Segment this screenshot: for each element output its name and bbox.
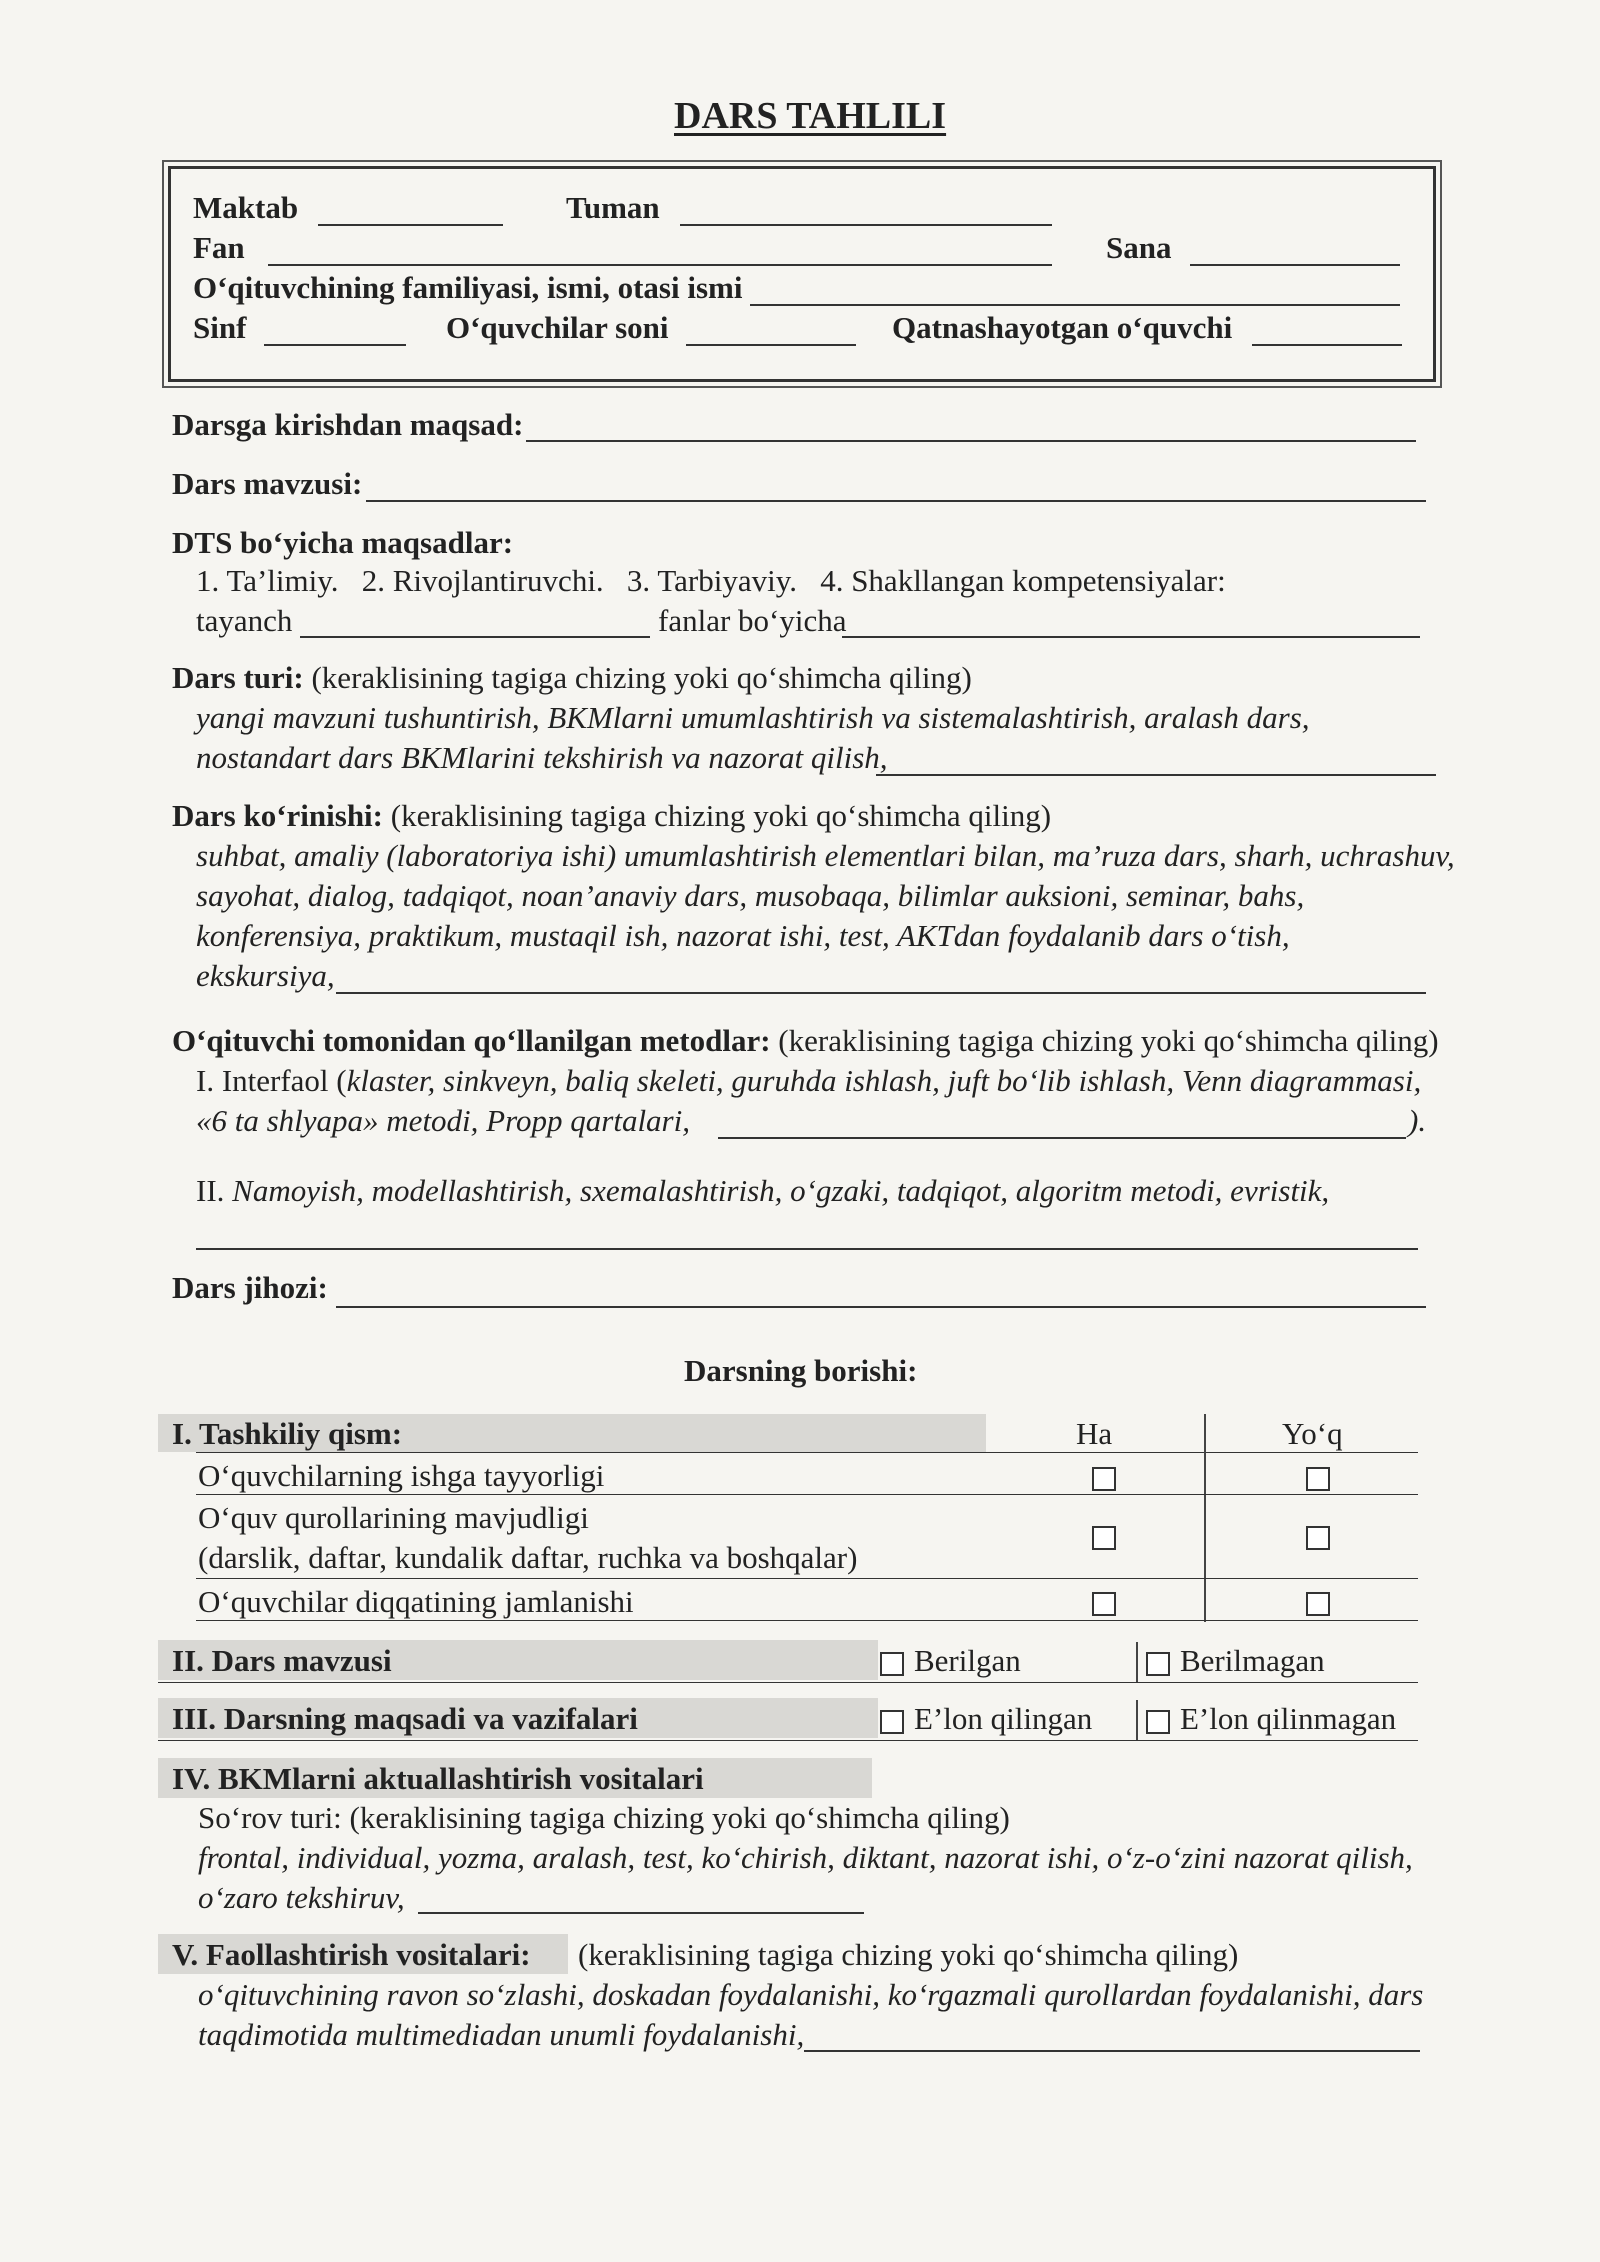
col-no-label: Yo‘q xyxy=(1282,1416,1343,1451)
section4-line1: frontal, individual, yozma, aralash, test, ko‘chirish, diktant, nazorat ishi, o‘z-o‘zini nazorat qilish, xyxy=(198,1840,1413,1875)
section4-sub: So‘rov turi: (keraklisining tagiga chizing yoki qo‘shimcha qiling) xyxy=(198,1800,1010,1835)
page-title: DARS TAHLILI xyxy=(674,95,947,137)
col-yes-label: Ha xyxy=(1076,1416,1113,1451)
section2-opt1-checkbox[interactable] xyxy=(880,1652,904,1676)
equipment-label: Dars jihozi: xyxy=(172,1270,328,1305)
dars-turi-heading xyxy=(172,660,972,696)
fan-field[interactable] xyxy=(268,264,1052,266)
dars-turi-line2: nostandart dars BKMlarini tekshirish va nazorat qilish, xyxy=(196,740,888,775)
row1-no-checkbox[interactable] xyxy=(1306,1467,1330,1491)
sinf-field[interactable] xyxy=(264,344,406,346)
methods-ii-line1 xyxy=(196,1173,1329,1209)
section2-opt2: Berilmagan xyxy=(1180,1643,1325,1678)
section1-row3: O‘quvchilar diqqatining jamlanishi xyxy=(198,1584,634,1619)
tuman-field[interactable] xyxy=(680,224,1052,226)
methods-i-field[interactable] xyxy=(718,1137,1406,1139)
tuman-label: Tuman xyxy=(566,190,660,225)
equipment-field[interactable] xyxy=(336,1306,1426,1308)
teacher-name-label: O‘qituvchining familiyasi, ismi, otasi ismi xyxy=(193,270,743,305)
dars-korinishi-hint: (keraklisining tagiga chizing yoki qo‘shimcha qiling) xyxy=(390,798,1052,833)
dts-items: 1. Ta’limiy. 2. Rivojlantiruvchi. 3. Tarbiyaviy. 4. Shakllangan kompetensiyalar: xyxy=(196,563,1226,598)
row2-yes-checkbox[interactable] xyxy=(1092,1526,1116,1550)
methods-i-prefix: I. Interfaol ( xyxy=(196,1063,347,1098)
section1-row1-line xyxy=(196,1494,1418,1495)
section3-title: III. Darsning maqsadi va vazifalari xyxy=(172,1701,638,1736)
dars-turi-hint: (keraklisining tagiga chizing yoki qo‘shimcha qiling) xyxy=(311,660,972,695)
section2-opt1: Berilgan xyxy=(914,1643,1021,1678)
students-count-field[interactable] xyxy=(686,344,856,346)
section1-row3-line xyxy=(196,1620,1418,1621)
methods-ii-text: Namoyish, modellashtirish, sxemalashtirish, o‘gzaki, tadqiqot, algoritm metodi, evristik, xyxy=(232,1173,1330,1208)
section3-opt2-checkbox[interactable] xyxy=(1146,1710,1170,1734)
section5-hint: (keraklisining tagiga chizing yoki qo‘shimcha qiling) xyxy=(578,1937,1239,1972)
sana-field[interactable] xyxy=(1190,264,1400,266)
dars-korinishi-line3: konferensiya, praktikum, mustaqil ish, nazorat ishi, test, AKTdan foydalanib dars o‘tish, xyxy=(196,918,1290,953)
teacher-name-field[interactable] xyxy=(750,304,1400,306)
section4-field[interactable] xyxy=(418,1912,864,1914)
sana-label: Sana xyxy=(1106,230,1172,265)
purpose-field[interactable] xyxy=(526,440,1416,442)
dts-fanlar: fanlar bo‘yicha xyxy=(658,603,847,638)
methods-i-close: ). xyxy=(1408,1103,1427,1138)
section1-header-line xyxy=(196,1452,1418,1453)
dars-turi-line1: yangi mavzuni tushuntirish, BKMlarni umumlashtirish va sistemalashtirish, aralash dars, xyxy=(196,700,1310,735)
dts-label: DTS bo‘yicha maqsadlar: xyxy=(172,525,514,560)
maktab-label: Maktab xyxy=(193,190,299,225)
methods-i-line1 xyxy=(196,1063,1421,1099)
section3-opt2: E’lon qilinmagan xyxy=(1180,1701,1397,1736)
attending-field[interactable] xyxy=(1252,344,1402,346)
progress-title: Darsning borishi: xyxy=(684,1353,918,1388)
section4-title: IV. BKMlarni aktuallashtirish vositalari xyxy=(172,1761,704,1796)
section3-divider xyxy=(1136,1700,1138,1740)
dars-korinishi-label: Dars ko‘rinishi: xyxy=(172,798,383,833)
section3-line xyxy=(158,1740,1418,1741)
row3-yes-checkbox[interactable] xyxy=(1092,1592,1116,1616)
section1-row1: O‘quvchilarning ishga tayyorligi xyxy=(198,1458,605,1493)
topic-field[interactable] xyxy=(366,500,1426,502)
attending-label: Qatnashayotgan o‘quvchi xyxy=(892,310,1233,345)
purpose-label: Darsga kirishdan maqsad: xyxy=(172,407,524,442)
maktab-field[interactable] xyxy=(318,224,503,226)
methods-hint: (keraklisining tagiga chizing yoki qo‘shimcha qiling) xyxy=(778,1023,1439,1058)
section1-row2-line xyxy=(196,1578,1418,1579)
methods-ii-prefix: II. xyxy=(196,1173,225,1208)
section4-line2: o‘zaro tekshiruv, xyxy=(198,1880,405,1915)
dars-turi-label: Dars turi: xyxy=(172,660,304,695)
dars-turi-field[interactable] xyxy=(876,774,1436,776)
section5-field[interactable] xyxy=(804,2050,1420,2052)
section2-divider xyxy=(1136,1642,1138,1682)
dars-korinishi-field[interactable] xyxy=(336,992,1426,994)
methods-i-text: klaster, sinkveyn, baliq skeleti, guruhda ishlash, juft bo‘lib ishlash, Venn diagrammasi, xyxy=(346,1063,1422,1098)
students-count-label: O‘quvchilar soni xyxy=(446,310,669,345)
row2-no-checkbox[interactable] xyxy=(1306,1526,1330,1550)
row3-no-checkbox[interactable] xyxy=(1306,1592,1330,1616)
section3-opt1: E’lon qilingan xyxy=(914,1701,1093,1736)
section5-line1: o‘qituvchining ravon so‘zlashi, doskadan foydalanishi, ko‘rgazmali qurollardan foydalanishi, dars xyxy=(198,1977,1424,2012)
section1-title: I. Tashkiliy qism: xyxy=(172,1416,403,1451)
section1-row2-sub: (darslik, daftar, kundalik daftar, ruchka va boshqalar) xyxy=(198,1540,858,1575)
section1-col-divider xyxy=(1204,1414,1206,1622)
row1-yes-checkbox[interactable] xyxy=(1092,1467,1116,1491)
tayanch-field[interactable] xyxy=(300,636,650,638)
fan-label: Fan xyxy=(193,230,245,265)
sinf-label: Sinf xyxy=(193,310,247,345)
dts-tayanch: tayanch xyxy=(196,603,293,638)
topic-label: Dars mavzusi: xyxy=(172,466,363,501)
section2-title: II. Dars mavzusi xyxy=(172,1643,392,1678)
section5-line2: taqdimotida multimediadan unumli foydalanishi, xyxy=(198,2017,805,2052)
section2-opt2-checkbox[interactable] xyxy=(1146,1652,1170,1676)
dars-korinishi-line2: sayohat, dialog, tadqiqot, noan’anaviy dars, musobaqa, bilimlar auksioni, seminar, bahs, xyxy=(196,878,1305,913)
section1-row2: O‘quv qurollarining mavjudligi xyxy=(198,1500,589,1535)
section3-opt1-checkbox[interactable] xyxy=(880,1710,904,1734)
section2-line xyxy=(158,1682,1418,1683)
dars-korinishi-line4: ekskursiya, xyxy=(196,958,335,993)
fanlar-field[interactable] xyxy=(842,636,1420,638)
methods-i-line2: «6 ta shlyapa» metodi, Propp qartalari, xyxy=(196,1103,690,1138)
methods-ii-field[interactable] xyxy=(196,1248,1418,1250)
methods-heading xyxy=(172,1023,1439,1059)
section5-title: V. Faollashtirish vositalari: xyxy=(172,1937,531,1972)
dars-korinishi-heading xyxy=(172,798,1051,834)
methods-label: O‘qituvchi tomonidan qo‘llanilgan metodlar: xyxy=(172,1023,771,1058)
dars-korinishi-line1: suhbat, amaliy (laboratoriya ishi) umumlashtirish elementlari bilan, ma’ruza dars, sharh, uchrashuv, xyxy=(196,838,1455,873)
